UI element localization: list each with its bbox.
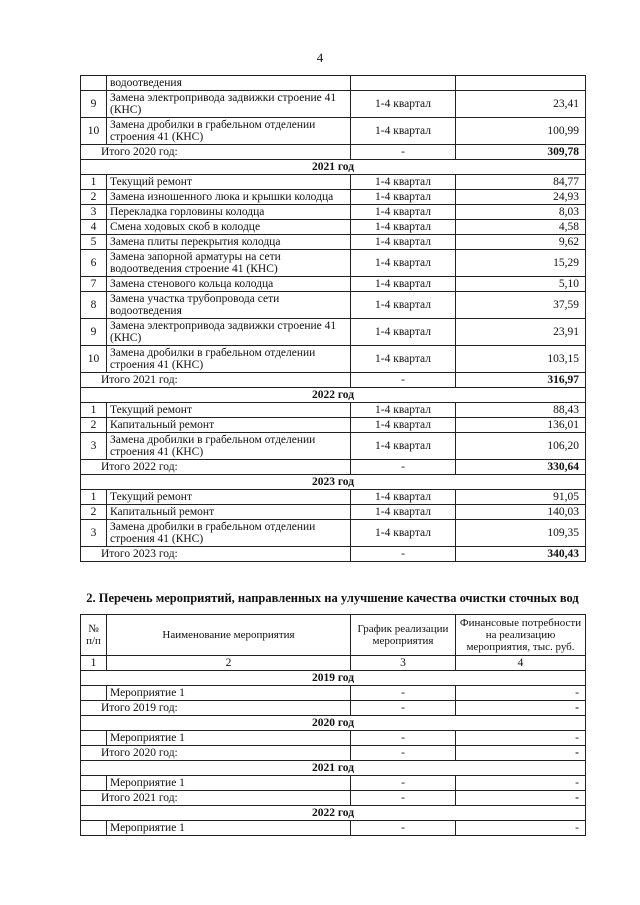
section-2-title: 2. Перечень мероприятий, направленных на улучшение качества очистки сточных вод xyxy=(86,591,579,605)
total-schedule: - xyxy=(351,547,456,562)
page-number: 4 xyxy=(316,50,324,65)
table-row xyxy=(81,118,586,145)
measure-name: Текущий ремонт xyxy=(107,490,351,505)
table-row xyxy=(81,235,586,250)
table-row xyxy=(81,776,586,791)
measures-table xyxy=(80,75,586,562)
row-number xyxy=(81,76,107,91)
table-row xyxy=(81,686,586,701)
finance-value: 4,58 xyxy=(456,220,586,235)
total-row xyxy=(81,791,586,806)
total-row xyxy=(81,460,586,475)
table-row xyxy=(81,220,586,235)
finance-value: - xyxy=(456,731,586,746)
year-heading-row xyxy=(81,160,586,175)
year-heading: 2021 год xyxy=(81,761,586,776)
table-row xyxy=(81,403,586,418)
row-number: 5 xyxy=(81,235,107,250)
year-heading: 2022 год xyxy=(81,806,586,821)
total-value: - xyxy=(456,791,586,806)
index-cell: 3 xyxy=(351,656,456,671)
total-schedule: - xyxy=(351,373,456,388)
finance-value: 140,03 xyxy=(456,505,586,520)
index-cell: 4 xyxy=(456,656,586,671)
finance-value: 5,10 xyxy=(456,277,586,292)
total-schedule: - xyxy=(351,145,456,160)
year-heading-row xyxy=(81,388,586,403)
year-heading: 2022 год xyxy=(81,388,586,403)
measure-name: Мероприятие 1 xyxy=(107,731,351,746)
table-row xyxy=(81,821,586,836)
row-number: 2 xyxy=(81,190,107,205)
measure-name: Мероприятие 1 xyxy=(107,821,351,836)
finance-value: 23,41 xyxy=(456,91,586,118)
finance-value: 103,15 xyxy=(456,346,586,373)
row-number: 3 xyxy=(81,205,107,220)
table-row xyxy=(81,205,586,220)
year-heading-row xyxy=(81,761,586,776)
year-heading: 2019 год xyxy=(81,671,586,686)
total-label: Итого 2021 год: xyxy=(81,373,351,388)
row-number: 9 xyxy=(81,91,107,118)
total-schedule: - xyxy=(351,746,456,761)
table-row xyxy=(81,91,586,118)
year-heading-row xyxy=(81,671,586,686)
total-row xyxy=(81,373,586,388)
finance-value: 106,20 xyxy=(456,433,586,460)
measure-name: Замена электропривода задвижки строение 41 (КНС) xyxy=(107,91,351,118)
header-num: № п/п xyxy=(81,615,107,656)
column-index-row xyxy=(81,656,586,671)
total-row xyxy=(81,547,586,562)
measure-name: Замена дробилки в грабельном отделении строения 41 (КНС) xyxy=(107,520,351,547)
total-row xyxy=(81,145,586,160)
total-label: Итого 2020 год: xyxy=(81,145,351,160)
finance-value: 37,59 xyxy=(456,292,586,319)
table-header-row xyxy=(81,615,586,656)
measure-name: Смена ходовых скоб в колодце xyxy=(107,220,351,235)
total-value: 330,64 xyxy=(456,460,586,475)
schedule-cell: 1-4 квартал xyxy=(351,319,456,346)
year-heading: 2020 год xyxy=(81,716,586,731)
schedule-cell: 1-4 квартал xyxy=(351,403,456,418)
row-number: 10 xyxy=(81,118,107,145)
year-heading-row xyxy=(81,475,586,490)
total-value: 316,97 xyxy=(456,373,586,388)
total-row xyxy=(81,701,586,716)
schedule-cell: 1-4 квартал xyxy=(351,520,456,547)
row-number: 2 xyxy=(81,505,107,520)
row-number: 6 xyxy=(81,250,107,277)
schedule-cell: 1-4 квартал xyxy=(351,175,456,190)
header-schedule: График реализации мероприятия xyxy=(351,615,456,656)
table-row xyxy=(81,190,586,205)
header-name: Наименование мероприятия xyxy=(107,615,351,656)
measure-name: Замена дробилки в грабельном отделении строения 41 (КНС) xyxy=(107,433,351,460)
table-row xyxy=(81,505,586,520)
schedule-cell: - xyxy=(351,686,456,701)
year-heading: 2021 год xyxy=(81,160,586,175)
schedule-cell: 1-4 квартал xyxy=(351,418,456,433)
total-row xyxy=(81,746,586,761)
schedule-cell: 1-4 квартал xyxy=(351,190,456,205)
table-row xyxy=(81,490,586,505)
quality-measures-table-body xyxy=(81,671,586,836)
total-schedule: - xyxy=(351,460,456,475)
measure-name: Замена плиты перекрытия колодца xyxy=(107,235,351,250)
row-number: 1 xyxy=(81,403,107,418)
measure-name: Замена запорной арматуры на сети водоотведения строение 41 (КНС) xyxy=(107,250,351,277)
finance-value: 9,62 xyxy=(456,235,586,250)
table-row xyxy=(81,418,586,433)
index-cell: 2 xyxy=(107,656,351,671)
row-number xyxy=(81,821,107,836)
finance-value: - xyxy=(456,821,586,836)
measure-name: Замена участка трубопровода сети водоотведения xyxy=(107,292,351,319)
schedule-cell: 1-4 квартал xyxy=(351,505,456,520)
table-row xyxy=(81,292,586,319)
table-row xyxy=(81,175,586,190)
total-label: Итого 2020 год: xyxy=(81,746,351,761)
schedule-cell: 1-4 квартал xyxy=(351,205,456,220)
total-label: Итого 2023 год: xyxy=(81,547,351,562)
measure-name: Замена стенового кольца колодца xyxy=(107,277,351,292)
year-heading: 2023 год xyxy=(81,475,586,490)
row-number: 9 xyxy=(81,319,107,346)
finance-value xyxy=(456,76,586,91)
schedule-cell: 1-4 квартал xyxy=(351,220,456,235)
schedule-cell xyxy=(351,76,456,91)
measure-name: Замена дробилки в грабельном отделении строения 41 (КНС) xyxy=(107,118,351,145)
schedule-cell: 1-4 квартал xyxy=(351,235,456,250)
row-number: 2 xyxy=(81,418,107,433)
table-row xyxy=(81,277,586,292)
quality-measures-table xyxy=(80,614,586,836)
year-heading-row xyxy=(81,716,586,731)
table-row xyxy=(81,346,586,373)
total-label: Итого 2022 год: xyxy=(81,460,351,475)
measure-name: Мероприятие 1 xyxy=(107,686,351,701)
table-row xyxy=(81,520,586,547)
table-row xyxy=(81,433,586,460)
row-number: 7 xyxy=(81,277,107,292)
measure-name: Капитальный ремонт xyxy=(107,505,351,520)
schedule-cell: 1-4 квартал xyxy=(351,433,456,460)
schedule-cell: - xyxy=(351,821,456,836)
header-finance: Финансовые потребности на реализацию мероприятия, тыс. руб. xyxy=(456,615,586,656)
measure-name: Перекладка горловины колодца xyxy=(107,205,351,220)
finance-value: 15,29 xyxy=(456,250,586,277)
measure-name: Замена электропривода задвижки строение 41 (КНС) xyxy=(107,319,351,346)
schedule-cell: 1-4 квартал xyxy=(351,490,456,505)
row-number: 10 xyxy=(81,346,107,373)
table-row xyxy=(81,76,586,91)
schedule-cell: 1-4 квартал xyxy=(351,250,456,277)
total-value: - xyxy=(456,746,586,761)
row-number: 8 xyxy=(81,292,107,319)
row-number: 3 xyxy=(81,520,107,547)
measure-name: Капитальный ремонт xyxy=(107,418,351,433)
row-number: 3 xyxy=(81,433,107,460)
measure-name: Замена изношенного люка и крышки колодца xyxy=(107,190,351,205)
row-number: 1 xyxy=(81,490,107,505)
finance-value: 24,93 xyxy=(456,190,586,205)
row-number xyxy=(81,731,107,746)
row-number: 1 xyxy=(81,175,107,190)
schedule-cell: 1-4 квартал xyxy=(351,277,456,292)
finance-value: 109,35 xyxy=(456,520,586,547)
table-row xyxy=(81,319,586,346)
row-number: 4 xyxy=(81,220,107,235)
schedule-cell: 1-4 квартал xyxy=(351,118,456,145)
total-label: Итого 2019 год: xyxy=(81,701,351,716)
row-number xyxy=(81,686,107,701)
schedule-cell: 1-4 квартал xyxy=(351,346,456,373)
table-row xyxy=(81,731,586,746)
total-value: - xyxy=(456,701,586,716)
total-schedule: - xyxy=(351,701,456,716)
measure-name: водоотведения xyxy=(107,76,351,91)
schedule-cell: - xyxy=(351,731,456,746)
schedule-cell: 1-4 квартал xyxy=(351,292,456,319)
finance-value: 23,91 xyxy=(456,319,586,346)
measure-name: Текущий ремонт xyxy=(107,175,351,190)
measure-name: Текущий ремонт xyxy=(107,403,351,418)
finance-value: 91,05 xyxy=(456,490,586,505)
total-label: Итого 2021 год: xyxy=(81,791,351,806)
row-number xyxy=(81,776,107,791)
table-row xyxy=(81,250,586,277)
finance-value: - xyxy=(456,776,586,791)
finance-value: - xyxy=(456,686,586,701)
total-schedule: - xyxy=(351,791,456,806)
finance-value: 88,43 xyxy=(456,403,586,418)
schedule-cell: 1-4 квартал xyxy=(351,91,456,118)
finance-value: 8,03 xyxy=(456,205,586,220)
schedule-cell: - xyxy=(351,776,456,791)
measure-name: Мероприятие 1 xyxy=(107,776,351,791)
index-cell: 1 xyxy=(81,656,107,671)
year-heading-row xyxy=(81,806,586,821)
total-value: 309,78 xyxy=(456,145,586,160)
finance-value: 136,01 xyxy=(456,418,586,433)
measure-name: Замена дробилки в грабельном отделении строения 41 (КНС) xyxy=(107,346,351,373)
finance-value: 100,99 xyxy=(456,118,586,145)
measures-table-body xyxy=(81,76,586,562)
finance-value: 84,77 xyxy=(456,175,586,190)
total-value: 340,43 xyxy=(456,547,586,562)
